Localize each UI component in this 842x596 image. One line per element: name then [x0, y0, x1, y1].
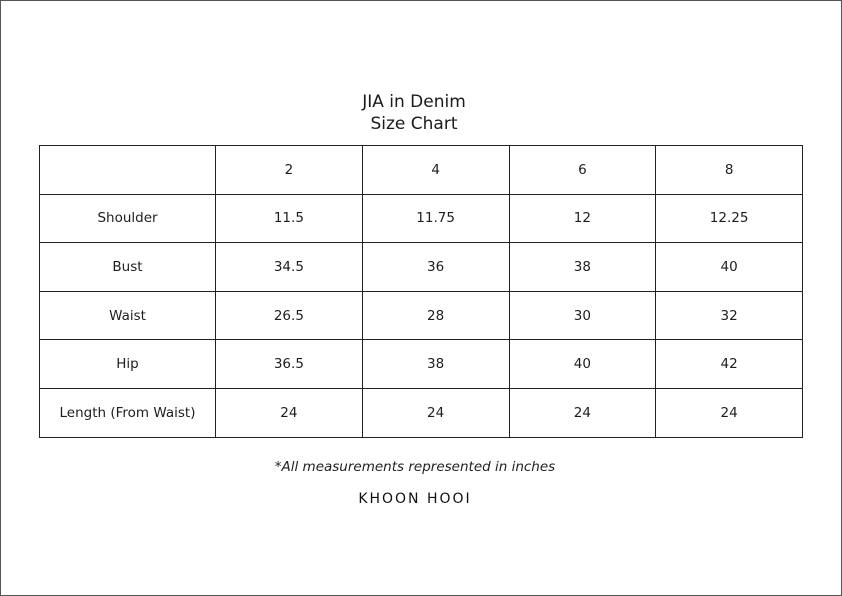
table-cell: 36: [362, 243, 509, 292]
table-cell: 30: [509, 291, 656, 340]
table-cell: 38: [362, 340, 509, 389]
row-label: Hip: [40, 340, 216, 389]
brand-logo: KHOON HOOI: [358, 491, 472, 507]
table-cell: 40: [656, 243, 803, 292]
header-cell-size: 2: [216, 146, 363, 195]
row-label: Bust: [40, 243, 216, 292]
table-cell: 24: [216, 388, 363, 437]
header-cell-empty: [40, 146, 216, 195]
chart-title: JIA in Denim: [362, 92, 466, 112]
table-cell: 11.5: [216, 194, 363, 243]
table-cell: 11.75: [362, 194, 509, 243]
row-label: Length (From Waist): [40, 388, 216, 437]
row-label: Shoulder: [40, 194, 216, 243]
table-cell: 42: [656, 340, 803, 389]
table-cell: 32: [656, 291, 803, 340]
row-label: Waist: [40, 291, 216, 340]
table-cell: 12.25: [656, 194, 803, 243]
table-row: [40, 194, 803, 243]
measurement-note: *All measurements represented in inches: [274, 459, 556, 475]
header-cell-size: 6: [509, 146, 656, 195]
table-row: [40, 388, 803, 437]
table-cell: 24: [509, 388, 656, 437]
table-cell: 26.5: [216, 291, 363, 340]
table-cell: 12: [509, 194, 656, 243]
table-row: [40, 340, 803, 389]
table-row: [40, 243, 803, 292]
table-cell: 38: [509, 243, 656, 292]
table-cell: 28: [362, 291, 509, 340]
table-cell: 24: [362, 388, 509, 437]
chart-subtitle: Size Chart: [370, 114, 458, 134]
header-cell-size: 8: [656, 146, 803, 195]
table-header-row: [40, 146, 803, 195]
table-cell: 40: [509, 340, 656, 389]
size-table: [39, 145, 803, 438]
table-row: [40, 291, 803, 340]
table-cell: 24: [656, 388, 803, 437]
header-cell-size: 4: [362, 146, 509, 195]
table-cell: 36.5: [216, 340, 363, 389]
table-cell: 34.5: [216, 243, 363, 292]
